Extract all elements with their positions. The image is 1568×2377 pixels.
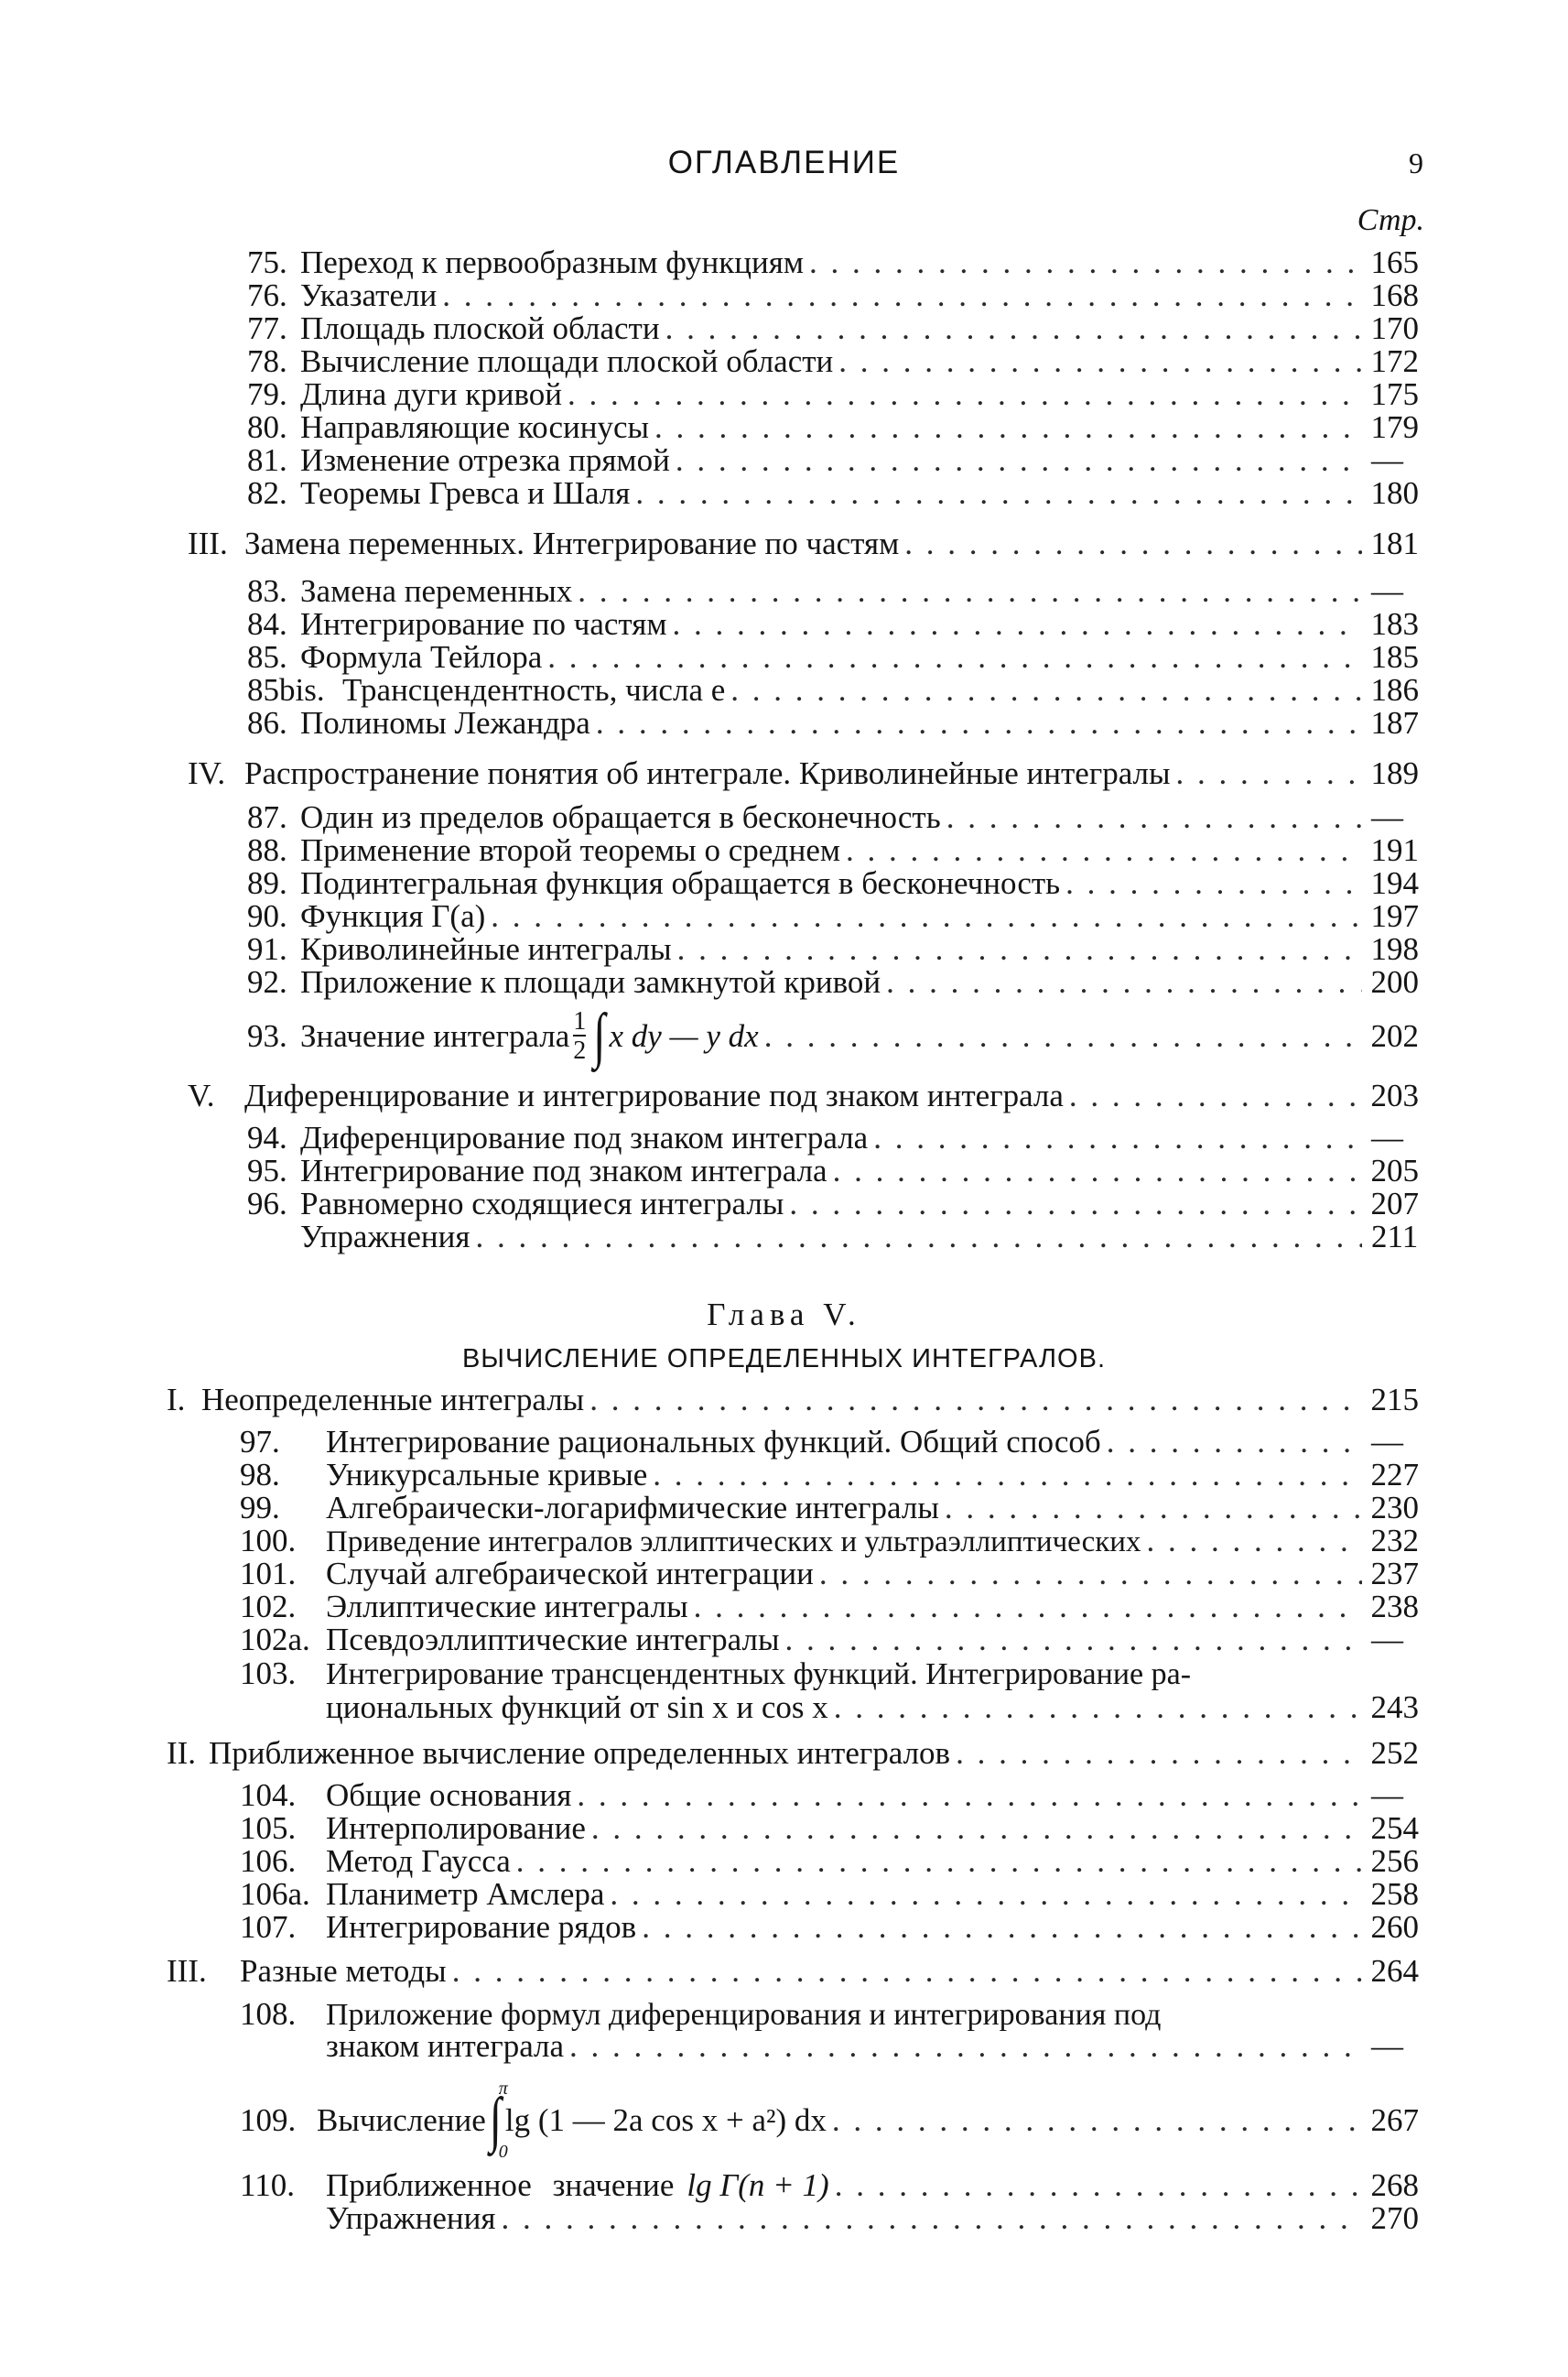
entry-number: 76. — [247, 277, 287, 313]
entry-page: 270 — [1370, 2200, 1419, 2236]
entry-number: 84. — [247, 606, 287, 642]
entry-page: — — [1371, 1777, 1403, 1813]
entry-title-line1: Интегрирование трансцендентных функций. Интегрирование ра- — [326, 1657, 1192, 1691]
entry-number: 80. — [247, 409, 287, 445]
toc-part[interactable] — [188, 756, 1419, 792]
toc-entry[interactable] — [247, 278, 1419, 314]
entry-title: Планиметр Амслера — [326, 1876, 605, 1912]
dot-leader — [452, 1954, 1362, 1990]
toc-entry[interactable] — [240, 1491, 1419, 1526]
entry-number: 75. — [247, 244, 287, 280]
dot-leader — [945, 1491, 1362, 1526]
dot-leader — [764, 1019, 1362, 1055]
entry-title: Полиномы Лежандра — [300, 705, 590, 741]
upper-limit: π — [498, 2079, 508, 2099]
dot-leader — [1146, 1524, 1361, 1559]
toc-entry-first-line[interactable] — [240, 1996, 1161, 2033]
toc-entry[interactable] — [326, 2201, 1419, 2237]
chapter-title: ВЫЧИСЛЕНИЕ ОПРЕДЕЛЕННЫХ ИНТЕГРАЛОВ. — [461, 1344, 1107, 1373]
entry-page: 172 — [1370, 343, 1419, 379]
entry-page: 200 — [1370, 964, 1419, 1000]
dot-leader — [491, 899, 1361, 935]
entry-number: 77. — [247, 310, 287, 346]
part-title: Разные методы — [240, 1953, 447, 1989]
entry-number: 98. — [240, 1457, 280, 1492]
entry-title: Теоремы Гревса и Шаля — [300, 475, 631, 511]
page-column-label: Стр. — [1357, 203, 1424, 237]
entry-title: Замена переменных — [300, 573, 573, 609]
entry-title: Интегрирование под знаком интеграла — [300, 1153, 827, 1188]
toc-entry[interactable] — [240, 1778, 1419, 1814]
entry-title: Упражнения — [326, 2200, 496, 2236]
entry-number: 89. — [247, 865, 287, 901]
toc-entry[interactable] — [247, 800, 1419, 836]
entry-page: 165 — [1370, 244, 1419, 280]
dot-leader — [1176, 756, 1362, 792]
chapter-heading — [0, 1297, 1568, 1374]
part-title: Неопределенные интегралы — [201, 1382, 585, 1417]
entry-number: 109. — [240, 2102, 297, 2139]
toc-entry[interactable] — [240, 2168, 1419, 2204]
lower-limit: 0 — [498, 2141, 508, 2162]
integrand: x dy — y dx — [609, 1017, 759, 1054]
entry-number: 85bis. — [247, 672, 325, 708]
entry-page: 238 — [1370, 1589, 1419, 1624]
part-page: 264 — [1370, 1953, 1419, 1989]
entry-page: 256 — [1370, 1843, 1419, 1879]
entry-number: 102a. — [240, 1622, 310, 1657]
entry-number: 101. — [240, 1556, 297, 1591]
entry-page: — — [1371, 799, 1403, 835]
entry-number: 108. — [240, 1996, 297, 2032]
entry-page: 260 — [1370, 1909, 1419, 1945]
dot-leader — [578, 574, 1362, 610]
entry-title: Значение интеграла — [300, 1017, 570, 1054]
entry-title: Вычисление площади плоской области — [300, 343, 834, 379]
entry-number: 81. — [247, 442, 287, 478]
part-number: I. — [167, 1382, 186, 1417]
dot-leader — [832, 2103, 1362, 2139]
part-number: II. — [167, 1735, 197, 1771]
toc-entry[interactable] — [240, 2079, 1419, 2162]
part-title: Приближенное вычисление определенных интегралов — [209, 1735, 951, 1771]
toc-entry[interactable] — [247, 706, 1419, 742]
entry-title: Упражнения — [300, 1219, 470, 1254]
dot-leader — [1069, 1079, 1362, 1114]
entry-page: 179 — [1370, 409, 1419, 445]
toc-entry[interactable] — [326, 1690, 1419, 1726]
dot-leader — [501, 2201, 1361, 2237]
entry-number: 87. — [247, 799, 287, 835]
page-title: ОГЛАВЛЕНИЕ — [667, 145, 901, 180]
dot-leader — [886, 965, 1361, 1001]
fraction-numerator: 1 — [573, 1007, 587, 1036]
entry-title: Приближенное значение — [326, 2167, 675, 2203]
entry-number: 97. — [240, 1424, 280, 1460]
entry-title: Вычисление — [317, 2102, 486, 2139]
part-title: Распространение понятия об интеграле. Криволинейные интегралы — [244, 755, 1171, 791]
toc-entry[interactable] — [247, 377, 1419, 413]
entry-title: Интегрирование рациональных функций. Общий способ — [326, 1424, 1101, 1460]
dot-leader — [835, 2168, 1362, 2204]
entry-page: 232 — [1370, 1523, 1419, 1558]
entry-title: Применение второй теоремы о среднем — [300, 832, 841, 868]
entry-number: 91. — [247, 931, 287, 967]
entry-page: — — [1371, 442, 1403, 478]
dot-leader — [610, 1877, 1361, 1913]
entry-page: 211 — [1371, 1219, 1419, 1254]
toc-part[interactable] — [167, 1736, 1419, 1772]
part-number: V. — [188, 1078, 215, 1113]
toc-entry[interactable] — [240, 1623, 1419, 1658]
toc-entry[interactable] — [240, 1844, 1419, 1880]
entry-title: Метод Гаусса — [326, 1843, 511, 1879]
toc-entry[interactable] — [240, 1910, 1419, 1946]
entry-title: Приложение к площади замкнутой кривой — [300, 964, 881, 1000]
dot-leader — [809, 245, 1362, 281]
dot-leader — [677, 932, 1362, 968]
entry-title: Равномерно сходящиеся интегралы — [300, 1186, 784, 1221]
entry-title: Функция Г(a) — [300, 898, 486, 934]
entry-title-line2: циональных функций от sin x и cos x — [326, 1689, 828, 1725]
dot-leader — [568, 377, 1362, 413]
dot-leader — [569, 2029, 1362, 2065]
entry-number: 83. — [247, 573, 287, 609]
entry-title: Криволинейные интегралы — [300, 931, 672, 967]
toc-entry[interactable] — [247, 245, 1419, 281]
entry-title: Эллиптические интегралы — [326, 1589, 688, 1624]
entry-page: 175 — [1370, 376, 1419, 412]
entry-page: 230 — [1370, 1490, 1419, 1525]
entry-number: 95. — [247, 1153, 287, 1188]
entry-page: 183 — [1370, 606, 1419, 642]
entry-title: Формула Тейлора — [300, 639, 543, 675]
toc-entry[interactable] — [247, 574, 1419, 610]
fraction — [573, 1009, 586, 1064]
dot-leader — [654, 410, 1361, 446]
toc-part[interactable] — [188, 526, 1419, 562]
entry-title: Один из пределов обращается в бесконечность — [300, 799, 941, 835]
entry-title: Интегрирование рядов — [326, 1909, 637, 1945]
entry-number: 99. — [240, 1490, 280, 1525]
entry-page: 227 — [1370, 1457, 1419, 1492]
toc-entry[interactable] — [240, 1524, 1419, 1559]
dot-leader — [1107, 1425, 1362, 1460]
entry-title: Интегрирование по частям — [300, 606, 667, 642]
entry-number: 106a. — [240, 1876, 310, 1912]
entry-page: — — [1371, 1424, 1403, 1460]
dot-leader — [730, 673, 1361, 709]
entry-title: Трансцендентность, числа e — [342, 672, 726, 708]
entry-page: 185 — [1370, 639, 1419, 675]
dot-leader — [846, 833, 1361, 869]
entry-number: 79. — [247, 376, 287, 412]
toc-entry[interactable] — [247, 640, 1419, 676]
dot-leader — [653, 1458, 1361, 1493]
toc-entry[interactable] — [247, 476, 1419, 512]
running-head — [0, 145, 1568, 190]
dot-leader — [665, 311, 1362, 347]
toc-entry[interactable] — [247, 1121, 1419, 1156]
toc-entry[interactable] — [247, 443, 1419, 479]
entry-page: 180 — [1370, 475, 1419, 511]
toc-part[interactable] — [167, 1383, 1419, 1418]
dot-leader — [589, 1383, 1361, 1418]
entry-number: 105. — [240, 1810, 297, 1846]
entry-title: Переход к первообразным функциям — [300, 244, 804, 280]
entry-page: 254 — [1370, 1810, 1419, 1846]
part-number: IV. — [188, 755, 226, 791]
entry-title: Случай алгебраической интеграции — [326, 1556, 814, 1591]
part-number: III. — [167, 1953, 207, 1989]
toc-entry[interactable] — [247, 1220, 1419, 1255]
toc-entry[interactable] — [247, 866, 1419, 902]
dot-leader — [838, 344, 1361, 380]
toc-entry[interactable] — [247, 344, 1419, 380]
part-page: 252 — [1370, 1735, 1419, 1771]
toc-part[interactable] — [188, 1079, 1419, 1114]
dot-leader — [833, 1154, 1362, 1189]
entry-title: Изменение отрезка прямой — [300, 442, 670, 478]
part-page: 181 — [1370, 526, 1419, 561]
entry-page: — — [1371, 2028, 1403, 2064]
dot-leader — [516, 1844, 1362, 1880]
entry-formula: lg Г(n + 1) — [687, 2167, 829, 2203]
entry-number: 88. — [247, 832, 287, 868]
entry-page: 237 — [1370, 1556, 1419, 1591]
entry-title: Указатели — [300, 277, 438, 313]
chapter-label: Глава V. — [707, 1297, 861, 1332]
integral-with-limits — [486, 2079, 508, 2162]
entry-title: Приведение интегралов эллиптических и ультраэллиптических — [326, 1525, 1141, 1558]
dot-leader — [873, 1121, 1362, 1156]
dot-leader — [475, 1220, 1362, 1255]
entry-number: 104. — [240, 1777, 297, 1813]
entry-page: 243 — [1370, 1689, 1419, 1725]
dot-leader — [789, 1187, 1361, 1222]
toc-entry[interactable] — [247, 1001, 1419, 1069]
entry-page: 207 — [1370, 1186, 1419, 1221]
dot-leader — [547, 640, 1361, 676]
toc-entry[interactable] — [240, 1425, 1419, 1460]
entry-number: 106. — [240, 1843, 297, 1879]
entry-number: 93. — [247, 1017, 287, 1054]
entry-title: Алгебраически-логарифмические интегралы — [326, 1490, 939, 1525]
integral-sign: ∫ — [593, 1001, 606, 1069]
entry-number: 90. — [247, 898, 287, 934]
toc-entry[interactable] — [247, 932, 1419, 968]
entry-number: 107. — [240, 1909, 297, 1945]
entry-number: 86. — [247, 705, 287, 741]
entry-page: — — [1371, 1622, 1403, 1657]
entry-title: Интерполирование — [326, 1810, 586, 1846]
entry-page: 170 — [1370, 310, 1419, 346]
entry-number: 78. — [247, 343, 287, 379]
toc-entry[interactable] — [247, 311, 1419, 347]
toc-entry[interactable] — [247, 1154, 1419, 1189]
part-page: 215 — [1370, 1382, 1419, 1417]
toc-entry-first-line[interactable] — [240, 1655, 1191, 1692]
entry-page: 194 — [1370, 865, 1419, 901]
entry-number: 110. — [240, 2167, 295, 2203]
dot-leader — [956, 1736, 1361, 1772]
entry-title-line1: Приложение формул диференцирования и интегрирования под — [326, 1998, 1162, 2032]
toc-entry[interactable] — [247, 833, 1419, 869]
dot-leader — [694, 1590, 1362, 1625]
part-title: Замена переменных. Интегрирование по частям — [244, 526, 900, 561]
part-page: 189 — [1370, 755, 1419, 791]
toc-entry[interactable] — [240, 1557, 1419, 1592]
fraction-denominator: 2 — [573, 1037, 587, 1065]
dot-leader — [946, 800, 1362, 836]
dot-leader — [819, 1557, 1362, 1592]
dot-leader — [635, 476, 1361, 512]
entry-number: 96. — [247, 1186, 287, 1221]
entry-title: Площадь плоской области — [300, 310, 660, 346]
entry-page: 267 — [1370, 2102, 1419, 2139]
entry-number: 94. — [247, 1120, 287, 1156]
integrand: lg (1 — 2a cos x + a²) dx — [504, 2102, 827, 2139]
entry-number: 100. — [240, 1523, 297, 1558]
dot-leader — [577, 1778, 1362, 1814]
entry-title: Уникурсальные кривые — [326, 1457, 648, 1492]
dot-leader — [904, 526, 1361, 562]
entry-title: Подинтегральная функция обращается в бесконечность — [300, 865, 1061, 901]
entry-number: 82. — [247, 475, 287, 511]
entry-title: Длина дуги кривой — [300, 376, 562, 412]
entry-title: Псевдоэллиптические интегралы — [326, 1622, 780, 1657]
toc-entry[interactable] — [247, 607, 1419, 643]
entry-page: 197 — [1370, 898, 1419, 934]
dot-leader — [591, 1811, 1362, 1847]
entry-number: 102. — [240, 1589, 297, 1624]
part-title: Диференцирование и интегрирование под знаком интеграла — [244, 1078, 1064, 1113]
part-page: 203 — [1370, 1078, 1419, 1113]
toc-entry[interactable] — [240, 1458, 1419, 1493]
dot-leader — [785, 1623, 1362, 1658]
entry-title-line2: знаком интеграла — [326, 2028, 565, 2064]
entry-page: 258 — [1370, 1876, 1419, 1912]
dot-leader — [596, 706, 1362, 742]
entry-page: 268 — [1370, 2167, 1419, 2203]
dot-leader — [673, 607, 1362, 643]
toc-entry[interactable] — [240, 1811, 1419, 1847]
toc-entry[interactable] — [247, 965, 1419, 1001]
entry-page: 205 — [1370, 1153, 1419, 1188]
toc-entry[interactable] — [240, 1590, 1419, 1625]
entry-number: 103. — [240, 1655, 297, 1691]
dot-leader — [442, 278, 1361, 314]
toc-entry[interactable] — [240, 1877, 1419, 1913]
entry-page: 191 — [1370, 832, 1419, 868]
part-number: III. — [188, 526, 228, 561]
page-number: 9 — [1409, 147, 1423, 179]
integral-sign: ∫ — [489, 2086, 502, 2154]
entry-page: 168 — [1370, 277, 1419, 313]
entry-number: 85. — [247, 639, 287, 675]
toc-entry[interactable] — [247, 410, 1419, 446]
entry-title: Диференцирование под знаком интеграла — [300, 1120, 869, 1156]
entry-title: Направляющие косинусы — [300, 409, 650, 445]
entry-page: 198 — [1370, 931, 1419, 967]
entry-page: 202 — [1370, 1017, 1419, 1054]
toc-entry[interactable] — [247, 1187, 1419, 1222]
entry-page: 186 — [1370, 672, 1419, 708]
dot-leader — [834, 1690, 1362, 1726]
dot-leader — [642, 1910, 1361, 1946]
entry-page: — — [1371, 573, 1403, 609]
entry-number: 92. — [247, 964, 287, 1000]
entry-page: — — [1371, 1120, 1403, 1156]
dot-leader — [676, 443, 1362, 479]
entry-title: Общие основания — [326, 1777, 572, 1813]
toc-entry[interactable] — [326, 2029, 1419, 2065]
toc-part[interactable] — [167, 1954, 1419, 1990]
dot-leader — [1065, 866, 1361, 902]
toc-entry[interactable] — [247, 899, 1419, 935]
toc-entry[interactable] — [247, 673, 1419, 709]
entry-page: 187 — [1370, 705, 1419, 741]
